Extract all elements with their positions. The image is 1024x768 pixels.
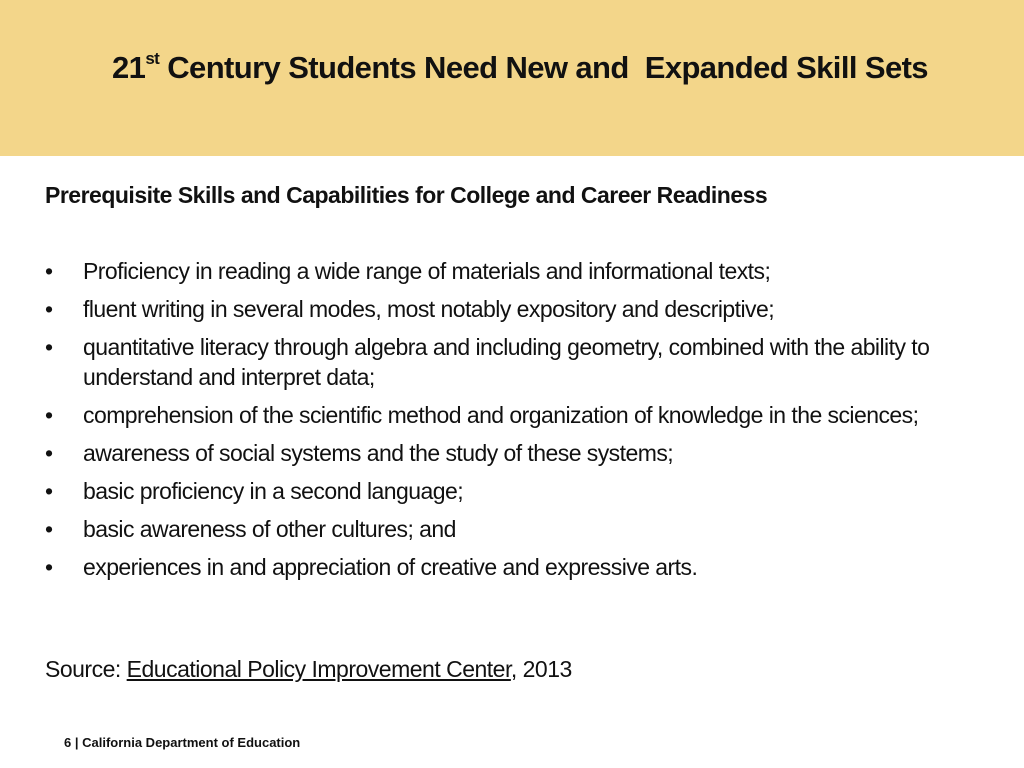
source-citation (45, 656, 572, 683)
bullet-glyph: • (45, 478, 53, 504)
page-number: 6 (64, 735, 72, 750)
list-item (45, 256, 975, 286)
slide-footer (64, 735, 300, 750)
list-item (45, 552, 975, 582)
organization-name: California Department of Education (82, 735, 301, 750)
skills-list (45, 256, 975, 590)
bullet-glyph: • (45, 516, 53, 542)
title-prefix: 21 (112, 50, 146, 85)
slide-title (0, 50, 1024, 86)
list-item (45, 514, 975, 544)
list-item-text: Proficiency in reading a wide range of materials and informational texts; (83, 258, 771, 284)
list-item (45, 294, 975, 324)
list-item-text: experiences in and appreciation of creative and expressive arts. (83, 554, 698, 580)
list-item-text: comprehension of the scientific method and organization of knowledge in the sciences; (83, 402, 919, 428)
section-heading: Prerequisite Skills and Capabilities for College and Career Readiness (45, 182, 768, 208)
list-item (45, 476, 975, 506)
footer-separator: | (71, 735, 83, 750)
title-rest: Century Students Need New and Expanded Skill Sets (159, 50, 928, 85)
source-year: , 2013 (510, 656, 572, 682)
bullet-glyph: • (45, 402, 53, 428)
title-superscript: st (145, 49, 160, 68)
list-item (45, 438, 975, 468)
bullet-glyph: • (45, 334, 53, 360)
list-item-text: basic awareness of other cultures; and (83, 516, 456, 542)
list-item (45, 332, 975, 392)
source-link[interactable]: Educational Policy Improvement Center (126, 656, 511, 682)
list-item-text: basic proficiency in a second language; (83, 478, 464, 504)
bullet-glyph: • (45, 258, 53, 284)
list-item-text: quantitative literacy through algebra and including geometry, combined with the ability to understand and interpret data; (83, 334, 930, 390)
list-item-text: awareness of social systems and the study of these systems; (83, 440, 674, 466)
list-item (45, 400, 975, 430)
source-label: Source: (45, 656, 127, 682)
bullet-glyph: • (45, 440, 53, 466)
list-item-text: fluent writing in several modes, most notably expository and descriptive; (83, 296, 775, 322)
bullet-glyph: • (45, 554, 53, 580)
bullet-glyph: • (45, 296, 53, 322)
